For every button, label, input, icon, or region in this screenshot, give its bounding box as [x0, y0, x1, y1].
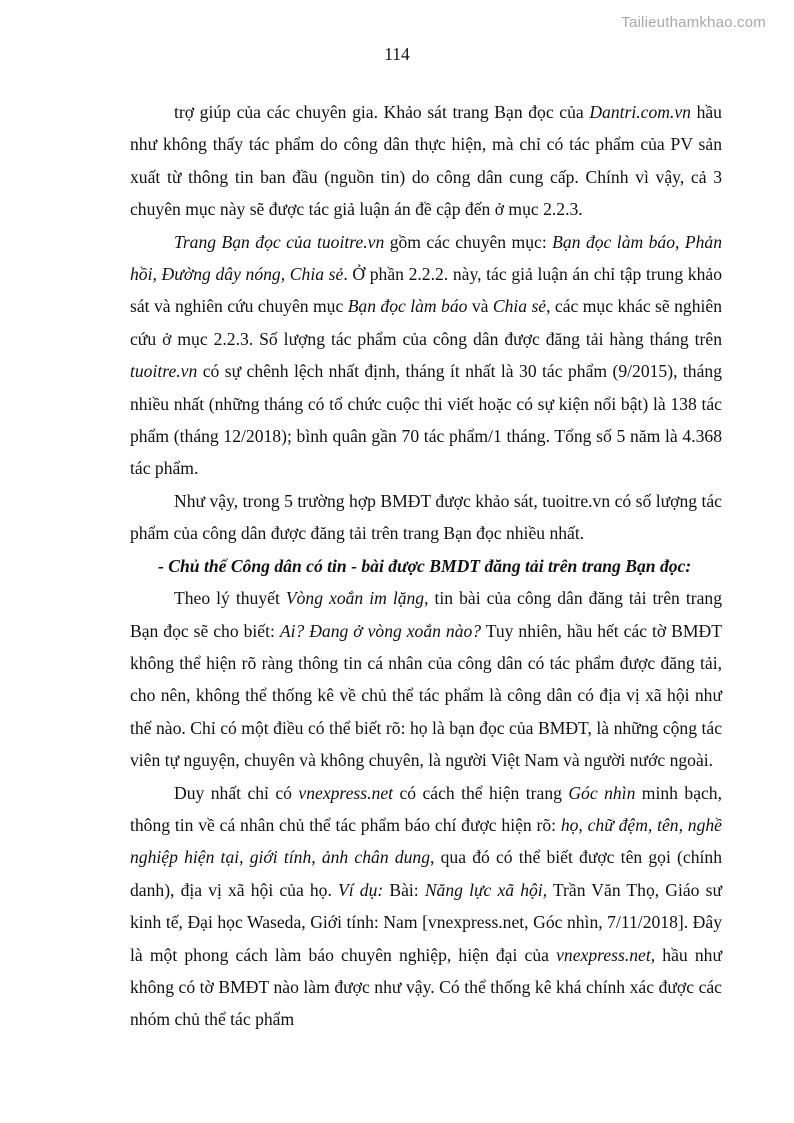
paragraph-4	[130, 582, 722, 776]
paragraph-5-text-f: Trần Văn Thọ, Giáo sư kinh tế, Đại học Waseda, Giới tính: Nam [vnexpress.net, Góc nhìn, 7/11/2018]. Đây là một phong cách làm báo chuyên nghiệp, hiện đại của	[130, 879, 722, 965]
paragraph-5-attribute-list: họ, chữ đệm, tên, nghề nghiệp hiện tại, giới tính, ảnh chân dung	[130, 814, 722, 868]
paragraph-5-text-e: Bài:	[383, 879, 425, 900]
subsection-heading-text: - Chủ thể Công dân có tin - bài được BMDT đăng tải trên trang Bạn đọc:	[158, 555, 692, 576]
paragraph-4-question: Ai? Đang ở vòng xoắn nào?	[279, 620, 482, 641]
page-body-text	[130, 96, 722, 1036]
paragraph-5-text-g: hầu như không có tờ BMĐT nào làm được như vậy. Có thể thống kê khá chính xác được các nhóm chủ thể tác phẩm	[130, 944, 722, 1030]
paragraph-5	[130, 777, 722, 1036]
paragraph-5-source-vnexpress: vnexpress.net	[298, 782, 394, 803]
paragraph-2-source-tuoitre: tuoitre.vn	[130, 361, 198, 382]
paragraph-3	[130, 485, 722, 550]
paragraph-2-text-d: , các mục khác sẽ nghiên cứu ở mục 2.2.3. Số lượng tác phẩm của công dân được đăng tải hàng tháng trên	[130, 296, 722, 349]
paragraph-5-source-vnexpress-2: vnexpress.net,	[556, 944, 656, 965]
paragraph-1-text-a: trợ giúp của các chuyên gia. Khảo sát trang Bạn đọc của	[174, 102, 590, 122]
paragraph-2-title-tuoitre: Trang Bạn đọc của tuoitre.vn	[174, 231, 385, 252]
paragraph-1	[130, 96, 722, 226]
paragraph-4-text-c: Tuy nhiên, hầu hết các tờ BMĐT không thể hiện rõ ràng thông tin cá nhân của công dân có tác phẩm được đăng tải, cho nên, không thể thống kê về chủ thể tác phẩm là công dân có địa vị xã hội như thế nào. Chỉ có một điều có thể biết rõ: họ là bạn đọc của BMĐT, là những cộng tác viên tự nguyện, chuyên và không chuyên, là người Việt Nam và người nước ngoài.	[130, 620, 722, 771]
paragraph-4-theory-name: Vòng xoắn im lặng	[285, 588, 425, 609]
paragraph-5-text-d: , qua đó có thể biết được tên gọi (chính danh), địa vị xã hội của họ.	[130, 847, 722, 900]
paragraph-1-source-dantri: Dantri.com.vn	[589, 102, 691, 122]
paragraph-5-example-label: Ví dụ:	[338, 879, 384, 900]
paragraph-5-section-gocnhin: Góc nhìn	[568, 782, 636, 803]
paragraph-2	[130, 226, 722, 485]
paragraph-3-text: Như vậy, trong 5 trường hợp BMĐT được khảo sát, tuoitre.vn có số lượng tác phẩm của công dân được đăng tải trên trang Bạn đọc nhiều nhất.	[130, 490, 722, 544]
paragraph-2-text-e: có sự chênh lệch nhất định, tháng ít nhất là 30 tác phẩm (9/2015), tháng nhiều nhất (những tháng có tổ chức cuộc thi viết hoặc có sự kiện nổi bật) là 138 tác phẩm (tháng 12/2018); bình quân gần 70 tác phẩm/1 tháng. Tổng số 5 năm là 4.368 tác phẩm.	[130, 361, 722, 479]
paragraph-2-section-chiase: Chia sẻ	[492, 296, 547, 317]
page-number: 114	[384, 44, 410, 64]
paragraph-2-text-a: gồm các chuyên mục:	[384, 231, 553, 252]
paragraph-5-text-b: có cách thể hiện trang	[393, 782, 569, 803]
paragraph-2-section-names: Bạn đọc làm báo, Phản hồi, Đường dây nóng, Chia sẻ	[130, 231, 723, 285]
subsection-heading	[130, 550, 722, 582]
paragraph-4-text-a: Theo lý thuyết	[174, 588, 286, 609]
paragraph-1-text-b: hầu như không thấy tác phẩm do công dân thực hiện, mà chỉ có tác phẩm của PV sản xuất từ thông tin ban đầu (nguồn tin) do công dân cung cấp. Chính vì vậy, cả 3 chuyên mục này sẽ được tác giả luận án đề cập đến ở mục 2.2.3.	[130, 102, 722, 220]
paragraph-2-text-b: . Ở phần 2.2.2. này, tác giả luận án chỉ tập trung khảo sát và nghiên cứu chuyên mục	[130, 264, 722, 317]
paragraph-2-text-c: và	[467, 296, 493, 317]
site-watermark: Tailieuthamkhao.com	[621, 14, 766, 31]
paragraph-5-text-c: minh bạch, thông tin về cá nhân chủ thể tác phẩm báo chí được hiện rõ:	[130, 782, 723, 835]
paragraph-4-text-b: , tin bài của công dân đăng tải trên trang Bạn đọc sẽ cho biết:	[130, 588, 722, 641]
paragraph-5-article-title: Năng lực xã hội,	[424, 879, 548, 900]
paragraph-2-section-bandoclambao: Bạn đọc làm báo	[347, 296, 468, 317]
paragraph-5-text-a: Duy nhất chỉ có	[174, 782, 299, 803]
